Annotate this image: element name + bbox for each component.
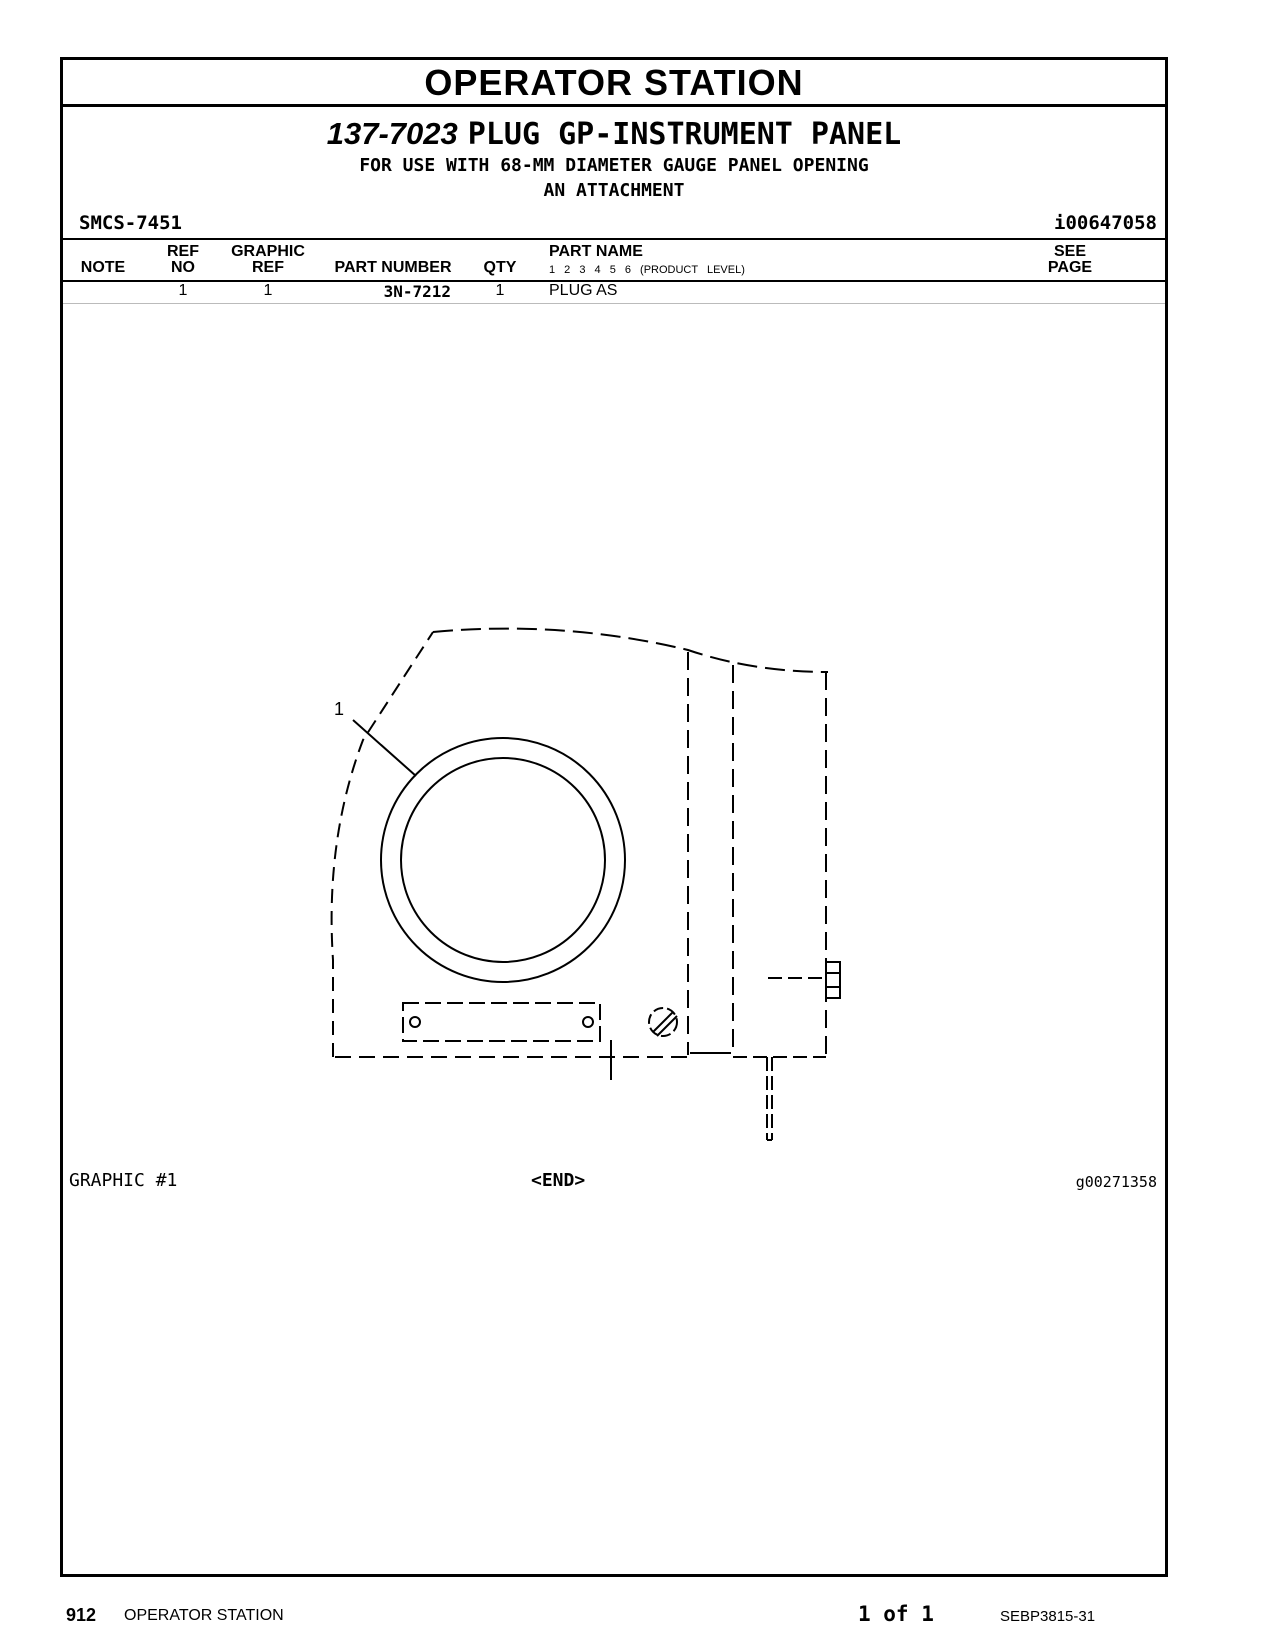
row-part-number: 3N-7212 xyxy=(383,282,451,301)
page-frame xyxy=(60,57,1168,1577)
row-qty: 1 xyxy=(495,282,505,299)
header-product-level: 1 2 3 4 5 6 (PRODUCT LEVEL) xyxy=(549,264,745,276)
row-graphic-ref: 1 xyxy=(263,282,273,299)
footer-section: OPERATOR STATION xyxy=(124,1607,284,1624)
header-qty: QTY xyxy=(483,259,517,276)
header-note: NOTE xyxy=(80,259,126,276)
header-see-page-1: SEE xyxy=(1053,243,1086,260)
footer-doc-number: SEBP3815-31 xyxy=(1000,1608,1096,1625)
header-ref-no-2: NO xyxy=(171,259,195,276)
group-name: PLUG GP-INSTRUMENT PANEL xyxy=(467,117,902,152)
header-graphic-ref-2: REF xyxy=(252,259,284,276)
callout-leader xyxy=(353,720,416,776)
header-ref-no-1: REF xyxy=(167,243,199,260)
end-marker: <END> xyxy=(531,1170,586,1191)
doc-id: i00647058 xyxy=(1054,212,1157,234)
panel-top-edge xyxy=(433,629,828,672)
header-part-name: PART NAME xyxy=(549,243,643,260)
parts-illustration xyxy=(63,60,1165,1160)
plug-inner-ring xyxy=(401,758,605,962)
bolt-head xyxy=(826,962,840,998)
header-see-page-2: PAGE xyxy=(1047,259,1093,276)
group-subtitle-2: AN ATTACHMENT xyxy=(543,180,685,201)
plug-outer-ring xyxy=(381,738,625,982)
callout-number: 1 xyxy=(334,699,345,719)
group-subtitle-1: FOR USE WITH 68-MM DIAMETER GAUGE PANEL OPENING xyxy=(359,155,869,176)
graphic-label: GRAPHIC #1 xyxy=(69,1170,178,1191)
row-ref-no: 1 xyxy=(178,282,188,299)
footer-page-of: 1 of 1 xyxy=(858,1602,934,1626)
row-part-name: PLUG AS xyxy=(549,282,618,299)
section-title: OPERATOR STATION xyxy=(63,60,1165,107)
group-part-number: 137-7023 xyxy=(326,116,458,151)
header-part-number: PART NUMBER xyxy=(334,259,452,276)
smcs-code: SMCS-7451 xyxy=(79,212,182,234)
graphic-id: g00271358 xyxy=(1075,1173,1157,1191)
nameplate xyxy=(403,1003,600,1041)
footer-page-number: 912 xyxy=(66,1605,97,1625)
header-graphic-ref-1: GRAPHIC xyxy=(231,243,305,260)
